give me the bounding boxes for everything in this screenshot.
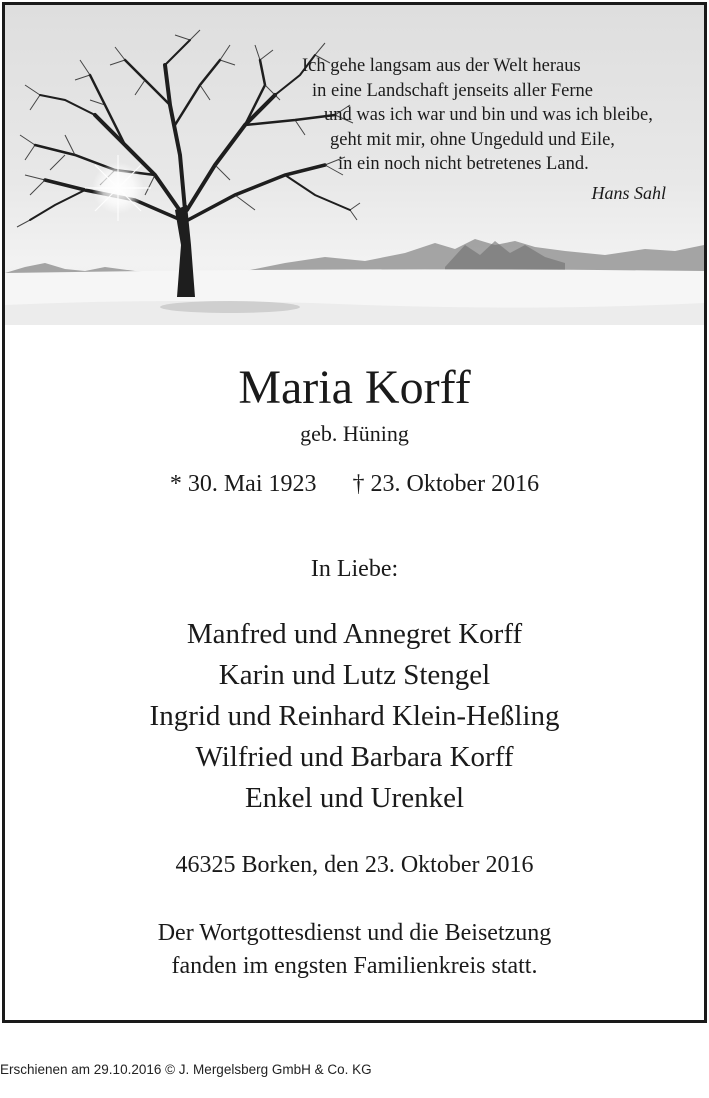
life-dates [5, 471, 704, 498]
poem-author: Hans Sahl [591, 183, 666, 203]
winter-landscape-banner [5, 5, 704, 325]
poem-line: geht mit mir, ohne Ungeduld und Eile, [330, 129, 615, 150]
poem-line: Ich gehe langsam aus der Welt heraus [302, 56, 581, 76]
poem-line: in eine Landschaft jenseits aller Ferne [312, 80, 593, 101]
poem-line: und was ich war und bin und was ich bleibe, [324, 105, 653, 125]
mourner-entry: Wilfried und Barbara Korff [195, 741, 514, 773]
mourners-list [5, 614, 704, 819]
mourners-intro: In Liebe: [310, 556, 399, 582]
maiden-name: geb. Hüning [300, 421, 409, 446]
publication-footer: Erschienen am 29.10.2016 © J. Mergelsberg GmbH & Co. KG [0, 1062, 372, 1077]
birth-date: * 30. Mai 1923 [169, 471, 317, 497]
death-date: † 23. Oktober 2016 [352, 471, 540, 497]
poem [290, 54, 704, 177]
deceased-name: Maria Korff [238, 361, 471, 414]
mourner-entry: Karin und Lutz Stengel [218, 659, 491, 691]
service-note [5, 917, 704, 983]
place-date: 46325 Borken, den 23. Oktober 2016 [175, 852, 534, 878]
service-line: fanden im engsten Familienkreis statt. [171, 953, 538, 979]
mourner-entry: Ingrid und Reinhard Klein-Heßling [149, 700, 560, 732]
service-line: Der Wortgottesdienst und die Beisetzung [157, 920, 552, 946]
poem-line: in ein noch nicht betretenes Land. [338, 154, 589, 174]
mourner-entry: Enkel und Urenkel [244, 782, 465, 814]
obituary-notice [2, 2, 707, 1023]
mourner-entry: Manfred und Annegret Korff [186, 618, 523, 650]
